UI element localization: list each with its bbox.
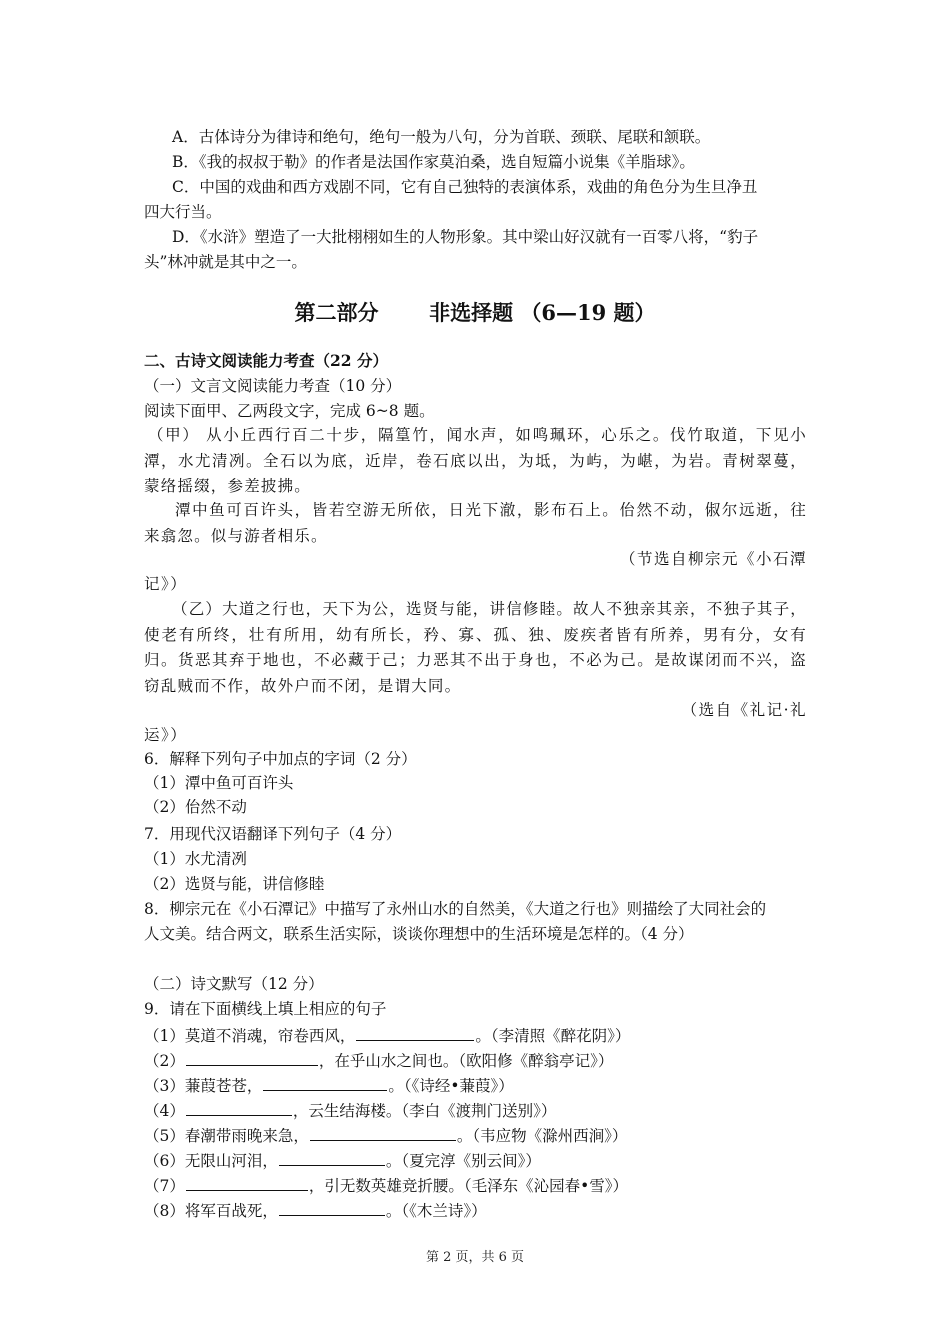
question-6-2: （2）佁然不动 bbox=[144, 798, 247, 816]
answer-blank[interactable] bbox=[263, 1074, 387, 1091]
option-c-line2: 四大行当。 bbox=[144, 203, 222, 221]
answer-blank[interactable] bbox=[310, 1124, 456, 1141]
passage-jia-p2: 潭中鱼可百许头，皆若空游无所依，日光下澈，影布石上。佁然不动，俶尔远逝，往来翕忽。似与游者相乐。 bbox=[144, 501, 807, 545]
answer-blank[interactable] bbox=[186, 1174, 308, 1191]
question-8-line1: 8．柳宗元在《小石潭记》中描写了永州山水的自然美，《大道之行也》则描绘了大同社会的 bbox=[144, 900, 767, 918]
part-title-b: 非选择题 （6—19 题） bbox=[429, 300, 656, 325]
part-title bbox=[0, 300, 950, 326]
passage-jia-source-1: （节选自柳宗元《小石潭 bbox=[619, 550, 807, 568]
passage-yi-source-2: 运》） bbox=[144, 726, 188, 744]
answer-blank[interactable] bbox=[186, 1099, 292, 1116]
instruction: 阅读下面甲、乙两段文字，完成 6~8 题。 bbox=[144, 402, 435, 420]
question-6: 6．解释下列句子中加点的字词（2 分） bbox=[144, 750, 417, 768]
option-a: A．古体诗分为律诗和绝句，绝句一般为八句，分为首联、颈联、尾联和颔联。 bbox=[172, 128, 711, 146]
fill-item-3: （3）蒹葭苍苍， 。（《诗经•蒹葭》） bbox=[144, 1074, 514, 1096]
passage-yi: （乙）大道之行也，天下为公，选贤与能，讲信修睦。故人不独亲其亲，不独子其子，使老有所终，壮有所用，幼有所长，矜、寡、孤、独、废疾者皆有所养，男有分，女有归。货恶其弃于地也，不必藏于己；力恶其不出于身也，不必为己。是故谋闭而不兴，盗窃乱贼而不作，故外户而不闭，是谓大同。 bbox=[144, 600, 807, 695]
question-9: 9．请在下面横线上填上相应的句子 bbox=[144, 1000, 387, 1018]
question-7-1: （1）水尤清冽 bbox=[144, 850, 247, 868]
fill-item-2: （2） ，在乎山水之间也。（欧阳修《醉翁亭记》） bbox=[144, 1049, 613, 1071]
fill-item-7: （7） ，引无数英雄竞折腰。（毛泽东《沁园春•雪》） bbox=[144, 1174, 628, 1196]
option-d-line1: D．《水浒》塑造了一大批栩栩如生的人物形象。其中梁山好汉就有一百零八将，“豹子 bbox=[172, 228, 759, 246]
section-heading: 二、古诗文阅读能力考查（22 分） bbox=[144, 351, 388, 370]
answer-blank[interactable] bbox=[356, 1024, 474, 1041]
passage-yi-source-1: （选自《礼记·礼 bbox=[681, 701, 807, 719]
question-7-2: （2）选贤与能，讲信修睦 bbox=[144, 875, 325, 893]
fill-item-8: （8）将军百战死， 。（《木兰诗》） bbox=[144, 1199, 487, 1221]
question-8-line2: 人文美。结合两文，联系生活实际，谈谈你理想中的生活环境是怎样的。（4 分） bbox=[144, 925, 694, 943]
subsection-1: （一）文言文阅读能力考查（10 分） bbox=[144, 377, 402, 395]
question-6-1: （1）潭中鱼可百许头 bbox=[144, 774, 294, 792]
fill-item-4: （4） ，云生结海楼。（李白《渡荆门送别》） bbox=[144, 1099, 556, 1121]
option-b: B．《我的叔叔于勒》的作者是法国作家莫泊桑，选自短篇小说集《羊脂球》。 bbox=[172, 153, 695, 171]
question-7: 7．用现代汉语翻译下列句子（4 分） bbox=[144, 825, 402, 843]
fill-item-1: （1）莫道不消魂，帘卷西风， 。（李清照《醉花阴》） bbox=[144, 1024, 630, 1046]
page-footer: 第 2 页，共 6 页 bbox=[425, 1250, 525, 1265]
passage-jia-p1: （甲） 从小丘西行百二十步，隔篁竹，闻水声，如鸣珮环，心乐之。伐竹取道，下见小潭，水尤清冽。全石以为底，近岸，卷石底以出，为坻，为屿，为嵁，为岩。青树翠蔓，蒙络摇缀，参差披拂。 bbox=[144, 426, 807, 495]
subsection-2: （二）诗文默写（12 分） bbox=[144, 975, 324, 993]
passage-jia-source-2: 记》） bbox=[144, 575, 188, 593]
fill-item-5: （5）春潮带雨晚来急， 。（韦应物《滁州西涧》） bbox=[144, 1124, 627, 1146]
part-title-a: 第二部分 bbox=[294, 300, 379, 325]
answer-blank[interactable] bbox=[186, 1049, 318, 1066]
answer-blank[interactable] bbox=[279, 1199, 385, 1216]
option-c-line1: C．中国的戏曲和西方戏剧不同，它有自己独特的表演体系，戏曲的角色分为生旦净丑 bbox=[172, 178, 758, 196]
fill-item-6: （6）无限山河泪， 。（夏完淳《别云间》） bbox=[144, 1149, 541, 1171]
answer-blank[interactable] bbox=[279, 1149, 385, 1166]
option-d-line2: 头”林冲就是其中之一。 bbox=[144, 253, 307, 271]
